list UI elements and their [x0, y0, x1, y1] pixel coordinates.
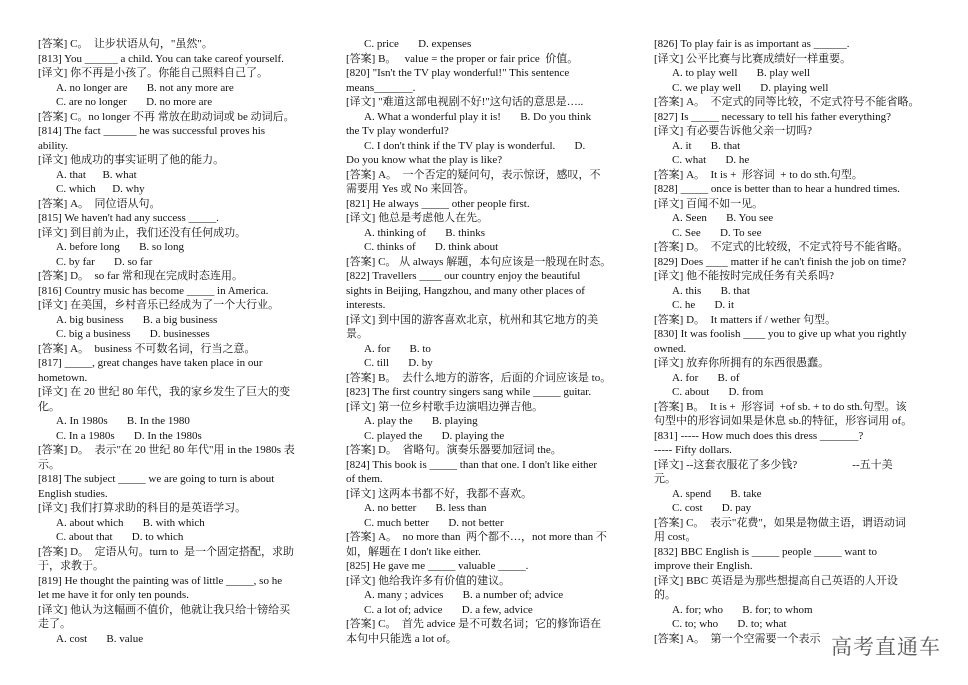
answer-explanation-line: [答案] C。no longer 不再 常放在助动词或 be 动词后。	[38, 110, 295, 123]
answer-option-line: A. Seen B. You see	[672, 212, 774, 224]
answer-option-line: C. cost D. pay	[672, 502, 752, 514]
answer-option-line: C. price D. expenses	[364, 38, 472, 50]
answer-option-line: C. big a business D. businesses	[56, 328, 210, 340]
answer-option-line: C. are no longer D. no more are	[56, 96, 213, 108]
answer-option-line: A. cost B. value	[56, 632, 144, 645]
question-line: interests.	[346, 299, 386, 311]
answer-explanation-line: 本句中只能选 a lot of。	[346, 632, 457, 645]
answer-option-line: A. about which B. with which	[56, 516, 205, 529]
translation-line: [译文] 他成功的事实证明了他的能力。	[38, 154, 225, 166]
question-line: [828] _____ once is better than to hear a hundred times.	[654, 183, 900, 195]
question-line: hometown.	[38, 371, 88, 384]
translation-line: [译文] --这套衣服花了多少钱? --五十美	[654, 458, 893, 471]
watermark-logo: 高考直通车	[831, 635, 941, 659]
question-line: [815] We haven't had any success _____.	[38, 212, 219, 224]
question-line: owned.	[654, 342, 687, 355]
answer-explanation-line: 需要用 Yes 或 No 来回答。	[346, 183, 475, 195]
answer-option-line: C. thinks of D. think about	[364, 241, 499, 253]
answer-explanation-line: 于，求教于。	[38, 560, 104, 572]
text-column-right	[654, 37, 944, 646]
translation-line: [译文] 他总是考虑他人在先。	[346, 212, 489, 224]
translation-line: [译文] 他不能按时完成任务有关系吗?	[654, 270, 834, 282]
answer-option-line: C. till D. by	[364, 357, 433, 369]
answer-option-line: A. before long B. so long	[56, 241, 185, 253]
question-line: ability.	[38, 139, 69, 152]
answer-explanation-line: [答案] C。 表示"花费"，如果是物做主语，谓语动词	[654, 516, 906, 529]
translation-line: [译文] 他给我许多有价值的建议。	[346, 574, 511, 587]
answer-explanation-line: [答案] A。 不定式的同等比较，不定式符号不能省略。	[654, 96, 920, 108]
question-line: let me have it for only ten pounds.	[38, 589, 189, 601]
translation-line: [译文] 到目前为止，我们还没有任何成功。	[38, 226, 247, 239]
question-line: [826] To play fair is as important as ______.	[654, 38, 850, 50]
answer-option-line: A. What a wonderful play it is! B. Do you think	[364, 110, 592, 123]
translation-line: [译文] 在 20 世纪 80 年代，我的家乡发生了巨大的变	[38, 386, 291, 398]
answer-explanation-line: [答案] D。 so far 常和现在完成时态连用。	[38, 270, 244, 282]
text-column-left	[38, 37, 328, 646]
answer-option-line: C. about D. from	[672, 386, 764, 398]
answer-option-line: A. many ; advices B. a number of; advice	[364, 589, 564, 601]
question-line: means_______.	[346, 81, 416, 94]
translation-line: [译文] "难道这部电视剧不好!"这句话的意思是…..	[346, 96, 584, 108]
translation-line: [译文] 在美国，乡村音乐已经成为了一个大行业。	[38, 299, 280, 311]
translation-line: 化。	[38, 400, 60, 413]
answer-option-line: A. for B. to	[364, 342, 431, 355]
answer-explanation-line: 用 cost。	[654, 531, 697, 543]
question-line: [817] _____, great changes have taken place in our	[38, 357, 263, 369]
translation-line: 走了。	[38, 618, 71, 630]
answer-option-line: C. I don't think if the TV play is wonderful. D.	[364, 139, 586, 152]
translation-line: [译文] 第一位乡村歌手边演唱边弹吉他。	[346, 400, 544, 413]
answer-option-line: C. which D. why	[56, 183, 145, 195]
answer-explanation-line: [答案] D。 It matters if / wether 句型。	[654, 313, 837, 326]
question-line: ----- Fifty dollars.	[654, 444, 732, 456]
question-line: [830] It was foolish ____ you to give up what you rightly	[654, 328, 907, 340]
answer-option-line: C. by far D. so far	[56, 255, 153, 268]
answer-option-line: A. for; who B. for; to whom	[672, 603, 813, 616]
translation-line: [译文] 他认为这幅画不值价，他就让我只给十镑给买	[38, 603, 291, 616]
question-line: [814] The fact ______ he was successful proves his	[38, 125, 266, 137]
answer-explanation-line: [答案] A。 It is + 形容词 + to do sth.句型。	[654, 168, 863, 181]
text-column-middle	[346, 37, 636, 646]
answer-option-line: C. a lot of; advice D. a few, advice	[364, 603, 533, 616]
question-line: improve their English.	[654, 560, 753, 572]
answer-option-line: A. for B. of	[672, 371, 740, 384]
answer-explanation-line: [答案] B。 It is + 形容词 +of sb. + to do sth.句型。该	[654, 400, 907, 413]
answer-option-line: A. big business B. a big business	[56, 313, 218, 326]
answer-option-line: A. no better B. less than	[364, 502, 487, 514]
answer-option-line: C. much better D. not better	[364, 516, 504, 529]
question-line: [813] You ______ a child. You can take careof yourself.	[38, 52, 284, 65]
answer-option-line: C. he D. it	[672, 299, 735, 311]
translation-line: [译文] 公平比赛与比赛成绩好一样重要。	[654, 52, 852, 65]
answer-option-line: A. thinking of B. thinks	[364, 226, 486, 239]
question-line: [820] "Isn't the TV play wonderful!" This sentence	[346, 67, 570, 79]
answer-option-line: A. it B. that	[672, 139, 741, 152]
question-line: English studies.	[38, 487, 108, 500]
question-line: [822] Travellers ____ our country enjoy the beautiful	[346, 270, 581, 282]
question-line: [829] Does ____ matter if he can't finish the job on time?	[654, 255, 907, 268]
question-line: [821] He always _____ other people first.	[346, 197, 530, 210]
answer-option-line: A. that B. what	[56, 168, 137, 181]
answer-explanation-line: [答案] D。 定语从句。turn to 是一个固定搭配，求助	[38, 545, 295, 558]
answer-explanation-line: [答案] B。 value = the proper or fair price 价值。	[346, 52, 579, 65]
answer-option-line: C. we play well D. playing well	[672, 81, 829, 94]
question-line: of them.	[346, 473, 383, 485]
question-line: [831] ----- How much does this dress _______?	[654, 429, 864, 442]
question-line: [832] BBC English is _____ people _____ want to	[654, 545, 878, 558]
answer-explanation-line: [答案] C。 首先 advice 是不可数名词；它的修饰语在	[346, 618, 602, 630]
translation-line: [译文] BBC 英语是为那些想提高自己英语的人开设	[654, 574, 898, 587]
translation-line: 的。	[654, 589, 676, 601]
answer-explanation-line: [答案] A。 一个否定的疑问句，表示惊讶，感叹，不	[346, 168, 601, 181]
translation-line: [译文] 我们打算求助的科目的是英语学习。	[38, 502, 247, 514]
answer-explanation-line: [答案] A。 business 不可数名词，行当之意。	[38, 342, 256, 355]
answer-explanation-line: [答案] A。 同位语从句。	[38, 197, 161, 210]
answer-explanation-line: [答案] D。 省略句。演奏乐器要加冠词 the。	[346, 444, 562, 456]
answer-option-line: C. played the D. playing the	[364, 429, 505, 442]
answer-option-line: A. to play well B. play well	[672, 67, 811, 79]
answer-option-line: A. play the B. playing	[364, 415, 478, 427]
translation-line: [译文] 放弃你所拥有的东西很愚蠢。	[654, 357, 830, 369]
answer-option-line: A. this B. that	[672, 284, 750, 297]
question-line: [823] The first country singers sang while _____ guitar.	[346, 386, 592, 398]
answer-option-line: C. See D. To see	[672, 226, 762, 239]
question-line: sights in Beijing, Hangzhou, and many other places of	[346, 284, 585, 297]
question-line: [825] He gave me _____ valuable _____.	[346, 560, 529, 572]
answer-explanation-line: [答案] C。 让步状语从句，"虽然"。	[38, 38, 213, 50]
answer-explanation-line: [答案] D。 表示"在 20 世纪 80 年代"用 in the 1980s 表	[38, 444, 295, 456]
translation-line: 元。	[654, 473, 676, 485]
question-line: [827] Is _____ necessary to tell his father everything?	[654, 110, 892, 123]
translation-line: [译文] 百闻不如一见。	[654, 197, 764, 210]
question-line: the Tv play wonderful?	[346, 125, 449, 137]
question-line: Do you know what the play is like?	[346, 154, 503, 166]
answer-option-line: C. to; who D. to; what	[672, 618, 787, 630]
translation-line: 景。	[346, 328, 368, 340]
translation-line: [译文] 你不再是小孩了。你能自己照料自己了。	[38, 67, 269, 79]
question-line: [824] This book is _____ than that one. I don't like either	[346, 458, 598, 471]
answer-option-line: C. about that D. to which	[56, 531, 184, 543]
answer-option-line: A. In 1980s B. In the 1980	[56, 415, 190, 427]
answer-explanation-line: 示。	[38, 458, 60, 471]
question-line: [818] The subject _____ we are going to turn is about	[38, 473, 275, 485]
question-line: [819] He thought the painting was of little _____, so he	[38, 574, 283, 587]
answer-option-line: C. what D. he	[672, 154, 750, 166]
answer-explanation-line: 句型中的形容词如果是休息 sb.的特征，形容词用 of。	[654, 415, 913, 427]
answer-explanation-line: [答案] B。 去什么地方的游客，后面的介词应该是 to。	[346, 371, 612, 384]
question-line: [816] Country music has become _____ in America.	[38, 284, 269, 297]
answer-explanation-line: [答案] D。 不定式的比较级，不定式符号不能省略。	[654, 241, 909, 253]
answer-explanation-line: 如，解题在 I don't like either.	[346, 545, 481, 558]
answer-explanation-line: [答案] A。 no more than 两个都不…，not more than 不	[346, 531, 607, 543]
translation-line: [译文] 到中国的游客喜欢北京，杭州和其它地方的美	[346, 313, 599, 326]
answer-option-line: A. no longer are B. not any more are	[56, 81, 234, 94]
answer-option-line: C. In a 1980s D. In the 1980s	[56, 429, 202, 442]
translation-line: [译文] 这两本书都不好，我都不喜欢。	[346, 487, 533, 500]
answer-explanation-line: [答案] A。 第一个空需要一个表示	[654, 632, 821, 645]
translation-line: [译文] 有必要告诉他父亲一切吗?	[654, 125, 812, 137]
answer-option-line: A. spend B. take	[672, 487, 762, 500]
answer-explanation-line: [答案] C。 从 always 解题，本句应该是一般现在时态。	[346, 255, 612, 268]
